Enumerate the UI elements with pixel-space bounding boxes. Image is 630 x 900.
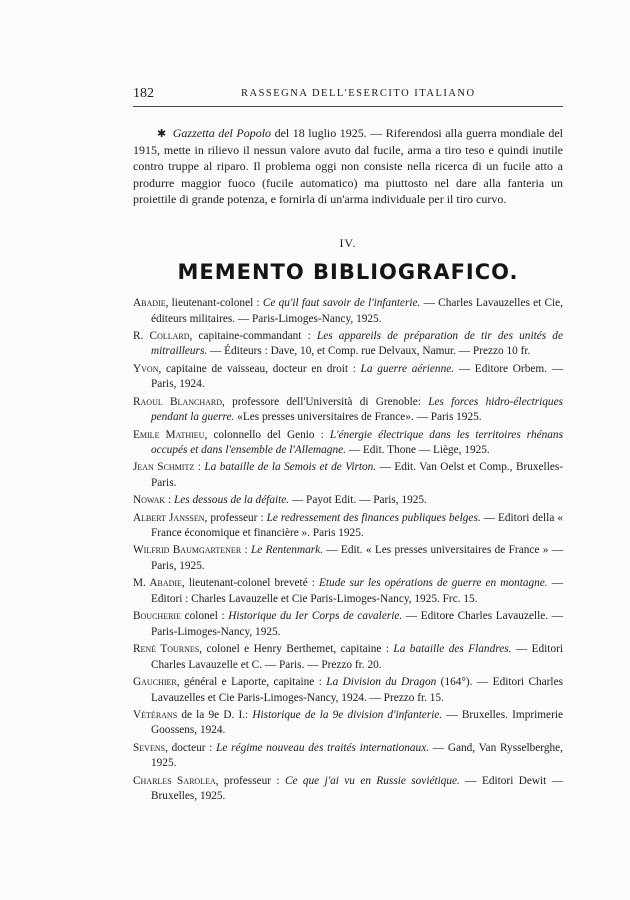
bibliography-list (133, 296, 563, 806)
entry-details: — Edit. « Les presses universitaires de France » — Paris, 1925. (151, 544, 563, 572)
entry-role: , professeur : (215, 774, 285, 787)
entry-author: Raoul Blanchard (133, 395, 222, 408)
header-rule (133, 106, 563, 107)
entry-title: La Division du Dragon (326, 675, 437, 688)
entry-author: Boucherie (133, 610, 181, 623)
running-head (133, 86, 563, 106)
section-marker-icon: ✱ (157, 128, 167, 140)
entry-title: Historique de la 9e division d'infanterie. (252, 708, 443, 721)
entry-title: Le régime nouveau des traités internationaux. (216, 741, 430, 754)
entry-author: Abadie (133, 297, 166, 309)
entry-role: , docteur : (165, 741, 217, 754)
bibliography-entry (133, 675, 563, 706)
entry-role: , professore dell'Università di Grenoble: (222, 395, 429, 408)
entry-title: L'énergie électrique dans les territoires rhénans occupés et dans l'ensemble de l'Allemagne. (151, 428, 563, 457)
entry-title: Etude sur les opérations de guerre en montagne. (319, 577, 548, 590)
entry-title: Les dessous de la défaite. (173, 494, 290, 507)
bibliography-entry (133, 774, 563, 805)
entry-details: — Editori Charles Lavauzelle et C. — Paris. — Prezzo fr. 20. (151, 643, 563, 671)
entry-title: Ce que j'ai vu en Russie soviétique. (284, 774, 460, 787)
bibliography-entry (133, 609, 563, 640)
bibliography-entry (133, 741, 563, 772)
entry-author: Emile Mathieu (133, 428, 205, 441)
intro-paragraph (133, 125, 563, 207)
entry-author: Jean Schmitz (133, 461, 195, 474)
bibliography-entry (133, 708, 563, 739)
entry-title: Le Rentenmark. (250, 544, 323, 557)
intro-text: del 18 luglio 1925. — Riferendosi alla guerra mondiale del 1915, mette in rilievo il nessun valore avuto dal fucile, arma a tiro teso e quindi inutile contro truppe al riparo. Il problema oggi non consiste nella ricerca di un fucile atto a produrre maggior fuoco (fucile automatico) ma piuttosto nel dare alla fanteria un proiettile di grande potenza, e fornirla di un'arma individuale per il tiro curvo. (133, 126, 564, 206)
entry-role: , général e Laporte, capitaine : (176, 675, 327, 688)
entry-details: — Gand, Van Rysselberghe, 1925. (151, 741, 563, 770)
entry-details: — Payot Edit. — Paris, 1925. (289, 494, 427, 507)
entry-author: Wilfrid Baumgartener (133, 544, 242, 557)
entry-author: Charles Sarolea (133, 774, 216, 787)
entry-role: , professeur : (204, 511, 267, 524)
bibliography-entry (133, 642, 563, 673)
entry-details: «Les presses universitaires de France». — Paris 1925. (234, 411, 482, 424)
entry-role: , capitaine-commandant : (189, 329, 317, 342)
entry-details: — Charles Lavauzelles et Cie, éditeurs militaires. — Paris-Limoges-Nancy, 1925. (151, 297, 563, 325)
page-number: 182 (133, 86, 154, 101)
entry-author: Nowak (133, 494, 166, 507)
entry-title: La bataille de la Semois et de Virton. (204, 461, 377, 474)
entry-details: (164°). — Editori Charles Lavauzelles et Cie Paris-Limoges-Nancy, 1924. — Prezzo fr. 15. (151, 675, 563, 704)
entry-role: , colonel e Henry Berthemet, capitaine : (199, 643, 394, 656)
entry-details: — Editori della « France économique et financière ». Paris 1925. (151, 511, 563, 540)
entry-role: : (165, 494, 174, 507)
entry-title: Les forces hidro-électriques pendant la guerre. (151, 395, 563, 424)
bibliography-entry (133, 395, 563, 426)
journal-title: RASSEGNA DELL'ESERCITO ITALIANO (241, 88, 476, 99)
entry-details: — Bruxelles. Imprimerie Goossens, 1924. (151, 708, 563, 737)
section-number: IV. (339, 236, 357, 250)
bibliography-entry (133, 296, 563, 327)
entry-role: , lieutenant-colonel breveté : (181, 577, 320, 590)
entry-author: Gauchier (133, 675, 177, 688)
entry-role: , colonnello del Genio : (204, 428, 330, 441)
bibliography-entry (133, 493, 563, 509)
entry-details: — Éditeurs : Dave, 10, et Comp. rue Delvaux, Namur. — Prezzo 10 fr. (207, 345, 531, 358)
entry-title: Historique du Ier Corps de cavalerie. (228, 610, 403, 623)
section-title: MEMENTO BIBLIOGRAFICO. (177, 260, 519, 284)
entry-details: — Edit. Van Oelst et Comp., Bruxelles-Paris. (151, 461, 564, 489)
entry-role: de la 9e D. I.: (177, 708, 253, 721)
intro-source: Gazzetta del Popolo (172, 126, 272, 140)
entry-role: , capitaine de vaisseau, docteur en droit : (158, 362, 361, 375)
entry-title: Les appareils de préparation de tir des unités de mitrailleurs. (151, 329, 563, 358)
entry-author: René Tournes (133, 643, 200, 656)
entry-title: La bataille des Flandres. (393, 643, 512, 656)
entry-author: M. Abadie (133, 577, 182, 590)
entry-title: La guerre aérienne. (360, 362, 455, 375)
entry-author: Vétérans (133, 708, 178, 721)
entry-details: — Editori Dewit — Bruxelles, 1925. (151, 774, 564, 803)
entry-author: Albert Janssen (133, 511, 205, 524)
bibliography-entry (133, 460, 563, 491)
bibliography-entry (133, 428, 563, 459)
entry-title: Ce qu'il faut savoir de l'infanterie. (262, 297, 421, 309)
entry-details: — Editori : Charles Lavauzelle et Cie Paris-Limoges-Nancy, 1925. Frc. 15. (151, 577, 564, 605)
entry-role: , lieutenant-colonel : (165, 297, 263, 309)
entry-author: Yvon (133, 362, 159, 375)
entry-details: — Edit. Thone — Liège, 1925. (345, 444, 490, 457)
entry-author: Sevens (133, 741, 166, 754)
entry-details: — Editore Orbem. — Paris, 1924. (151, 362, 563, 391)
bibliography-entry (133, 576, 563, 607)
bibliography-entry (133, 362, 563, 393)
entry-author: R. Collard (133, 329, 190, 342)
bibliography-entry (133, 511, 563, 542)
bibliography-entry (133, 329, 563, 360)
entry-title: Le redressement des finances publiques belges. (266, 511, 481, 524)
entry-role: colonel : (180, 610, 229, 623)
entry-role: : (194, 461, 205, 474)
entry-role: : (241, 544, 251, 557)
bibliography-entry (133, 543, 563, 574)
entry-details: — Editore Charles Lavauzelle. — Paris-Limoges-Nancy, 1925. (151, 610, 563, 638)
